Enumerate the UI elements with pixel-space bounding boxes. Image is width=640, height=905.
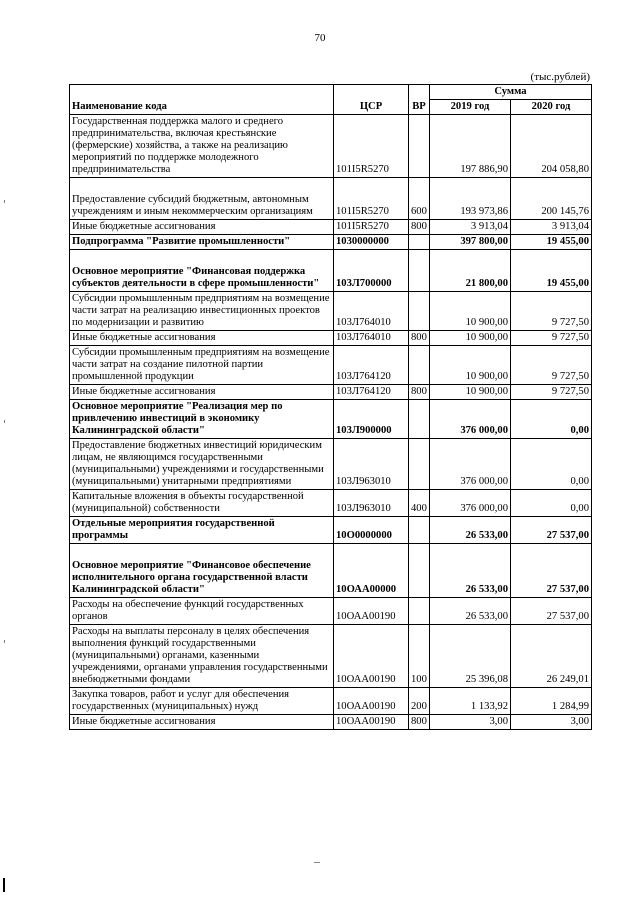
cell-2020: 0,00 xyxy=(511,490,592,517)
cell-2019: 26 533,00 xyxy=(430,544,511,598)
cell-2019: 3 913,04 xyxy=(430,220,511,235)
cell-vr xyxy=(409,115,430,178)
cell-name: Расходы на обеспечение функций государственных органов xyxy=(70,598,334,625)
cell-csr: 103Л764120 xyxy=(334,346,409,385)
header-csr: ЦСР xyxy=(334,85,409,115)
cell-2019: 397 800,00 xyxy=(430,235,511,250)
table-row xyxy=(70,331,592,346)
table-row xyxy=(70,688,592,715)
cell-2020: 27 537,00 xyxy=(511,544,592,598)
cell-csr: 1030000000 xyxy=(334,235,409,250)
cell-2019: 25 396,08 xyxy=(430,625,511,688)
cell-2020: 9 727,50 xyxy=(511,385,592,400)
cell-vr: 800 xyxy=(409,220,430,235)
cell-csr: 103Л963010 xyxy=(334,490,409,517)
cell-2020: 27 537,00 xyxy=(511,517,592,544)
cell-2019: 193 973,86 xyxy=(430,178,511,220)
page-number: 70 xyxy=(314,32,326,44)
cell-csr: 10ОАА00000 xyxy=(334,544,409,598)
header-vr: ВР xyxy=(409,85,430,115)
cell-2020: 0,00 xyxy=(511,400,592,439)
cell-name: Иные бюджетные ассигнования xyxy=(70,715,334,730)
margin-mark xyxy=(3,878,5,892)
cell-csr: 101I5R5270 xyxy=(334,178,409,220)
cell-name: Капитальные вложения в объекты государственной (муниципальной) собственности xyxy=(70,490,334,517)
table-row xyxy=(70,220,592,235)
cell-2020: 1 284,99 xyxy=(511,688,592,715)
cell-name: Основное мероприятие "Финансовая поддержка субъектов деятельности в сфере промышленности" xyxy=(70,250,334,292)
table-row xyxy=(70,178,592,220)
cell-csr: 103Л963010 xyxy=(334,439,409,490)
header-2019: 2019 год xyxy=(430,100,511,115)
header-sum: Сумма xyxy=(430,85,592,100)
cell-2019: 26 533,00 xyxy=(430,517,511,544)
cell-2020: 3 913,04 xyxy=(511,220,592,235)
cell-2020: 19 455,00 xyxy=(511,250,592,292)
cell-2019: 10 900,00 xyxy=(430,292,511,331)
cell-name: Отдельные мероприятия государственной программы xyxy=(70,517,334,544)
cell-csr: 10О0000000 xyxy=(334,517,409,544)
table-row xyxy=(70,625,592,688)
budget-table xyxy=(69,84,592,730)
cell-vr xyxy=(409,598,430,625)
cell-2019: 376 000,00 xyxy=(430,400,511,439)
cell-vr: 400 xyxy=(409,490,430,517)
cell-csr: 10ОАА00190 xyxy=(334,715,409,730)
cell-name: Государственная поддержка малого и среднего предпринимательства, включая крестьянские (фермерские) хозяйства, а также на реализацию мероприятий по поддержке молодежного предпринимательства xyxy=(70,115,334,178)
cell-vr: 200 xyxy=(409,688,430,715)
cell-csr: 10ОАА00190 xyxy=(334,688,409,715)
cell-vr: 800 xyxy=(409,385,430,400)
cell-vr xyxy=(409,400,430,439)
table-body xyxy=(70,115,592,730)
margin-dash xyxy=(4,640,5,643)
cell-csr: 103Л764010 xyxy=(334,292,409,331)
cell-vr xyxy=(409,292,430,331)
table-row xyxy=(70,715,592,730)
cell-csr: 103Л700000 xyxy=(334,250,409,292)
cell-2019: 1 133,92 xyxy=(430,688,511,715)
table-row xyxy=(70,385,592,400)
margin-dash xyxy=(4,420,5,423)
cell-vr: 800 xyxy=(409,715,430,730)
table-row xyxy=(70,490,592,517)
cell-2019: 197 886,90 xyxy=(430,115,511,178)
cell-csr: 103Л900000 xyxy=(334,400,409,439)
cell-vr xyxy=(409,517,430,544)
cell-2020: 0,00 xyxy=(511,439,592,490)
cell-csr: 101I5R5270 xyxy=(334,115,409,178)
header-name: Наименование кода xyxy=(70,85,334,115)
cell-csr: 101I5R5270 xyxy=(334,220,409,235)
margin-dash xyxy=(4,200,5,203)
cell-vr xyxy=(409,235,430,250)
cell-2019: 10 900,00 xyxy=(430,331,511,346)
cell-name: Субсидии промышленным предприятиям на возмещение части затрат на создание пилотной партии промышленной продукции xyxy=(70,346,334,385)
cell-vr xyxy=(409,439,430,490)
table-row xyxy=(70,250,592,292)
cell-vr xyxy=(409,346,430,385)
cell-2019: 21 800,00 xyxy=(430,250,511,292)
cell-csr: 10ОАА00190 xyxy=(334,598,409,625)
cell-name: Основное мероприятие "Реализация мер по привлечению инвестиций в экономику Калининградской области" xyxy=(70,400,334,439)
cell-vr: 600 xyxy=(409,178,430,220)
cell-2020: 204 058,80 xyxy=(511,115,592,178)
cell-2020: 9 727,50 xyxy=(511,346,592,385)
cell-2020: 26 249,01 xyxy=(511,625,592,688)
table-row xyxy=(70,598,592,625)
table-row xyxy=(70,517,592,544)
cell-2019: 10 900,00 xyxy=(430,346,511,385)
cell-2020: 9 727,50 xyxy=(511,331,592,346)
cell-name: Предоставление субсидий бюджетным, автономным учреждениям и иным некоммерческим организациям xyxy=(70,178,334,220)
table-row xyxy=(70,235,592,250)
cell-name: Субсидии промышленным предприятиям на возмещение части затрат на реализацию инвестиционных проектов по модернизации и развитию xyxy=(70,292,334,331)
footer-dot xyxy=(314,862,320,863)
table-row xyxy=(70,544,592,598)
cell-2019: 376 000,00 xyxy=(430,439,511,490)
cell-2019: 26 533,00 xyxy=(430,598,511,625)
header-2020: 2020 год xyxy=(511,100,592,115)
cell-name: Иные бюджетные ассигнования xyxy=(70,385,334,400)
cell-2020: 200 145,76 xyxy=(511,178,592,220)
cell-name: Подпрограмма "Развитие промышленности" xyxy=(70,235,334,250)
units-label: (тыс.рублей) xyxy=(530,71,590,83)
cell-2020: 3,00 xyxy=(511,715,592,730)
cell-name: Расходы на выплаты персоналу в целях обеспечения выполнения функций государственными (муниципальными) органами, казенными учреждениями, органами управления государственными внебюджетными фондами xyxy=(70,625,334,688)
cell-2019: 3,00 xyxy=(430,715,511,730)
cell-csr: 10ОАА00190 xyxy=(334,625,409,688)
cell-csr: 103Л764010 xyxy=(334,331,409,346)
cell-name: Иные бюджетные ассигнования xyxy=(70,331,334,346)
cell-vr xyxy=(409,250,430,292)
cell-2020: 9 727,50 xyxy=(511,292,592,331)
cell-name: Предоставление бюджетных инвестиций юридическим лицам, не являющимся государственными (муниципальными) учреждениями и государственными (муниципальными) унитарными предприятиями xyxy=(70,439,334,490)
cell-2020: 19 455,00 xyxy=(511,235,592,250)
cell-name: Закупка товаров, работ и услуг для обеспечения государственных (муниципальных) нужд xyxy=(70,688,334,715)
table-row xyxy=(70,346,592,385)
budget-table-wrapper xyxy=(69,84,592,730)
table-row xyxy=(70,292,592,331)
cell-2020: 27 537,00 xyxy=(511,598,592,625)
table-row xyxy=(70,439,592,490)
cell-vr: 100 xyxy=(409,625,430,688)
cell-name: Иные бюджетные ассигнования xyxy=(70,220,334,235)
table-row xyxy=(70,400,592,439)
cell-name: Основное мероприятие "Финансовое обеспечение исполнительного органа государственной власти Калининградской области" xyxy=(70,544,334,598)
cell-2019: 376 000,00 xyxy=(430,490,511,517)
table-row xyxy=(70,115,592,178)
cell-vr xyxy=(409,544,430,598)
cell-2019: 10 900,00 xyxy=(430,385,511,400)
cell-csr: 103Л764120 xyxy=(334,385,409,400)
cell-vr: 800 xyxy=(409,331,430,346)
